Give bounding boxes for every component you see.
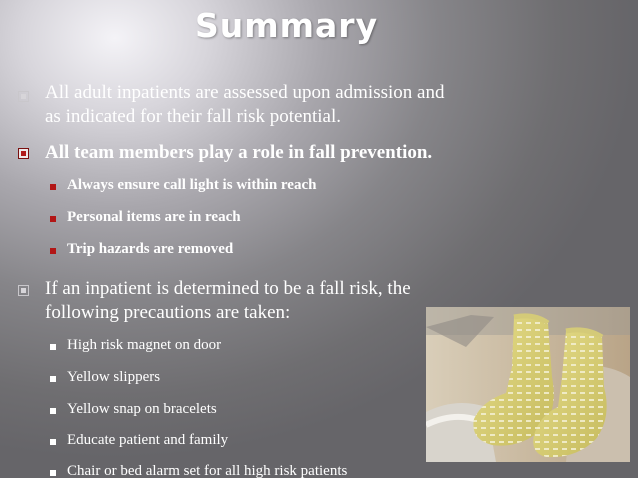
team-item: Trip hazards are removed [67,241,234,257]
risk-item: Yellow slippers [67,369,161,385]
team-item: Personal items are in reach [67,209,241,225]
bullet-marker [18,285,29,296]
bullet-marker [50,216,56,222]
bullet-marker [18,91,29,102]
risk-line-2: following precautions are taken: [45,302,291,323]
bullet-marker [18,148,29,159]
bullet-marker [50,439,56,445]
yellow-slippers-image [426,307,630,462]
intro-line-1: All adult inpatients are assessed upon admission and [45,82,445,103]
team-item: Always ensure call light is within reach [67,177,317,193]
bullet-marker [50,184,56,190]
risk-item: Yellow snap on bracelets [67,401,217,417]
risk-item: Chair or bed alarm set for all high risk patients [67,463,348,478]
bullet-marker [50,344,56,350]
risk-line-1: If an inpatient is determined to be a fall risk, the [45,278,411,299]
slide-title: Summary [195,6,379,45]
bullet-marker [50,470,56,476]
risk-item: High risk magnet on door [67,337,222,353]
bullet-marker [50,376,56,382]
risk-item: Educate patient and family [67,432,229,448]
intro-line-2: as indicated for their fall risk potential. [45,106,341,127]
bullet-marker [50,408,56,414]
team-heading: All team members play a role in fall prevention. [45,142,433,163]
bullet-marker [50,248,56,254]
yellow-slippers-photo [426,307,630,462]
